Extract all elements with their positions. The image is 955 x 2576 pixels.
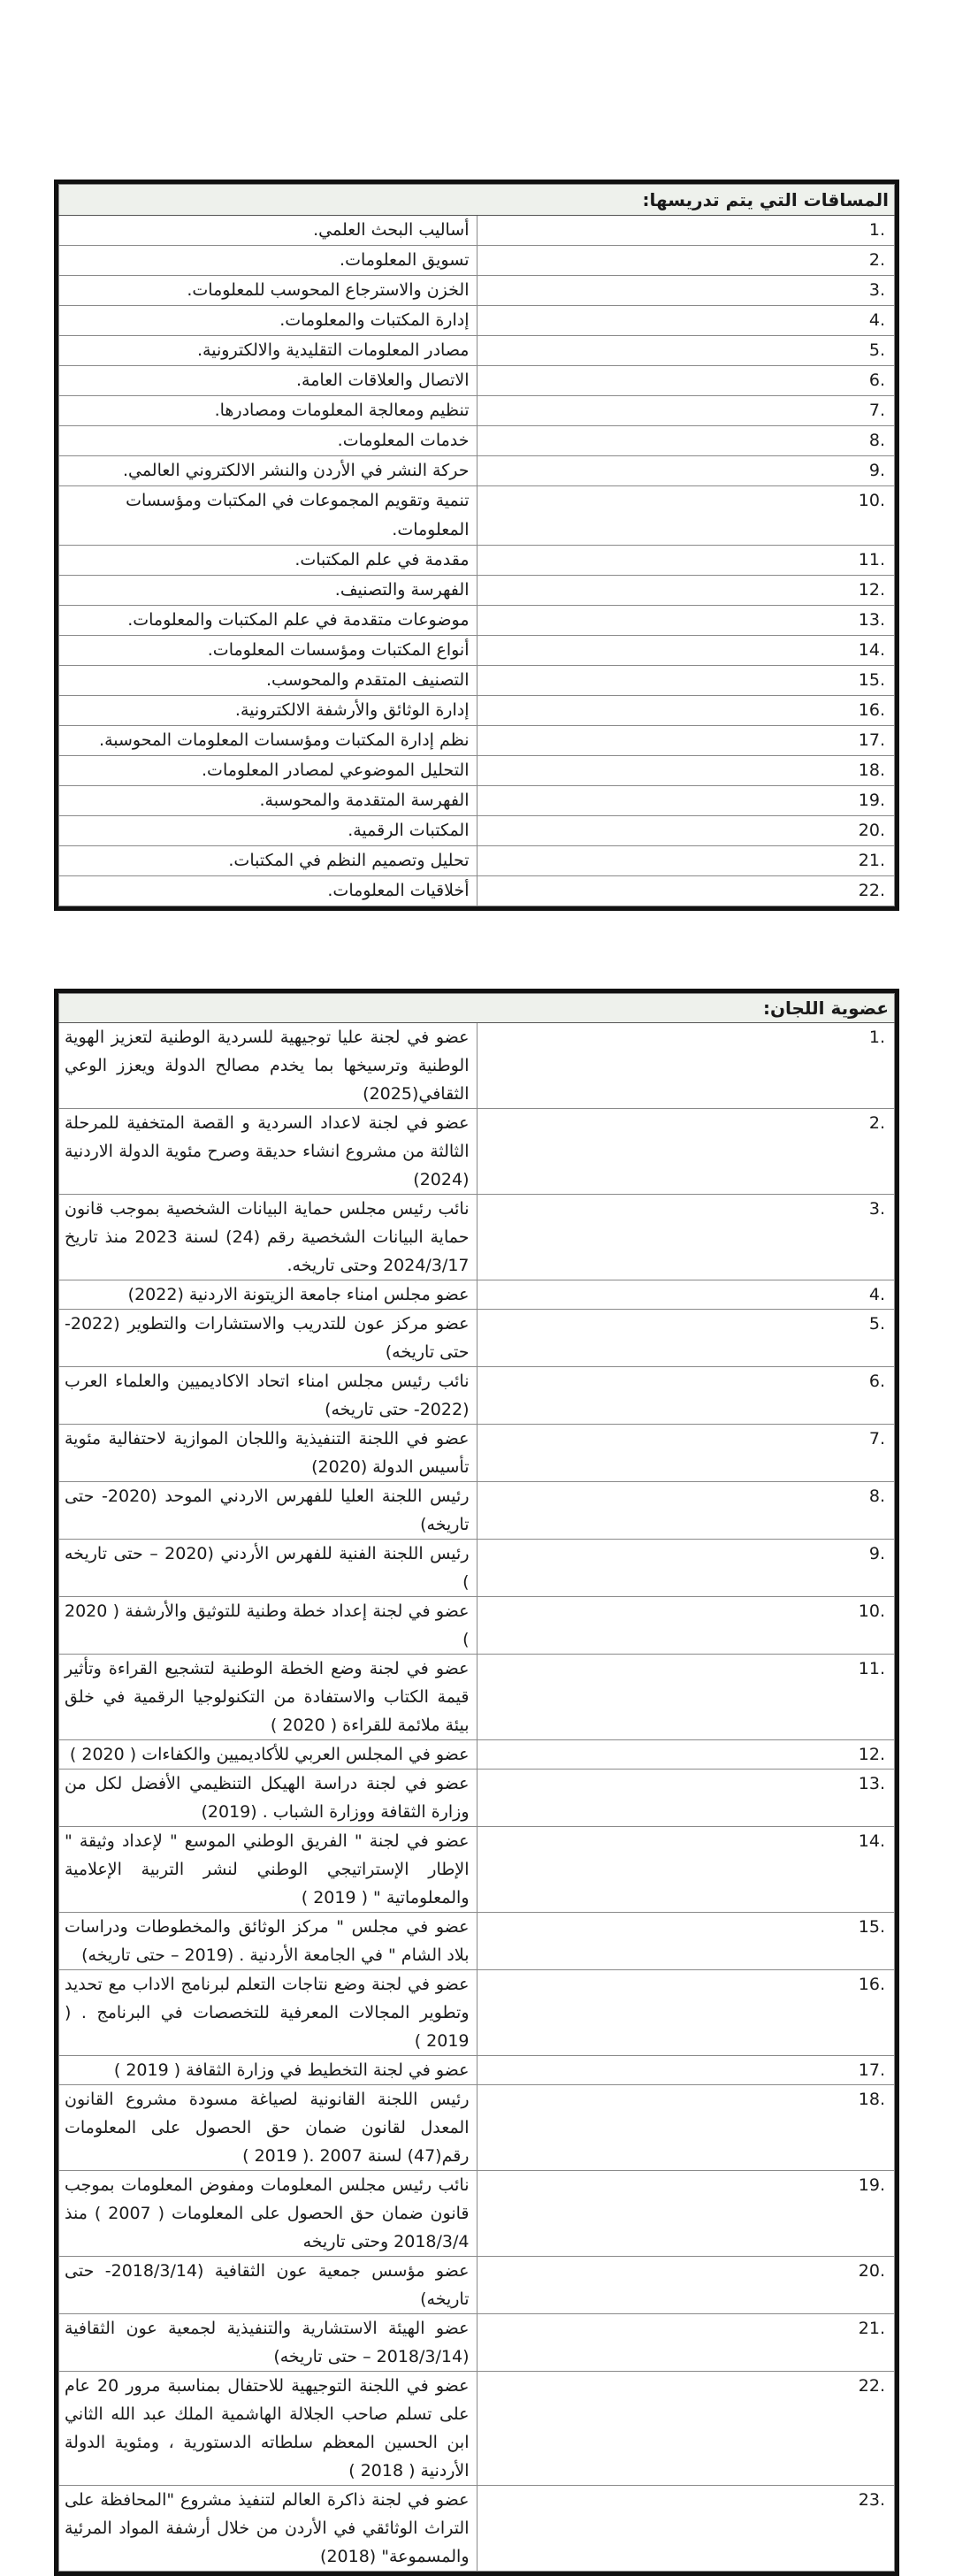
course-row: [59, 786, 895, 816]
item-number: .18: [477, 756, 895, 786]
course-row: [59, 546, 895, 576]
committee-row: [59, 2372, 895, 2486]
course-row: [59, 726, 895, 756]
item-number: .14: [477, 1827, 895, 1913]
item-text: أخلاقيات المعلومات.: [59, 876, 478, 906]
course-row: [59, 846, 895, 876]
item-number: .8: [477, 1482, 895, 1540]
item-text: عضو في لجنة " الفريق الوطني الموسع " لإعداد وثيقة " الإطار الإستراتيجي الوطني لنشر التربية الإعلامية والمعلوماتية " ( 2019 ): [59, 1827, 478, 1913]
item-number: .19: [477, 2171, 895, 2257]
committee-row: [59, 1482, 895, 1540]
item-text: نائب رئيس مجلس المعلومات ومفوض المعلومات بموجب قانون ضمان حق الحصول على المعلومات ( 2007 ) منذ 2018/3/4 وحتى تاريخه: [59, 2171, 478, 2257]
course-row: [59, 456, 895, 486]
courses-table: [54, 180, 899, 911]
item-text: عضو مؤسس جمعية عون الثقافية (2018/3/14- حتى تاريخه): [59, 2257, 478, 2314]
item-number: .22: [477, 876, 895, 906]
item-number: .18: [477, 2085, 895, 2171]
committee-row: [59, 1023, 895, 1109]
item-number: .5: [477, 336, 895, 366]
committee-row: [59, 1970, 895, 2056]
item-text: عضو في لجنة لاعداد السردية و القصة المتخفية للمرحلة الثالثة من مشروع انشاء حديقة وصرح مئوية الدولة الاردنية (2024): [59, 1109, 478, 1195]
item-text: عضو مجلس امناء جامعة الزيتونة الاردنية (2022): [59, 1280, 478, 1310]
item-number: .17: [477, 726, 895, 756]
item-number: .2: [477, 1109, 895, 1195]
item-number: .16: [477, 1970, 895, 2056]
committee-row: [59, 2056, 895, 2085]
item-text: عضو في لجنة دراسة الهيكل التنظيمي الأفضل لكل من وزارة الثقافة ووزارة الشباب . (2019): [59, 1770, 478, 1827]
courses-heading: المساقات التي يتم تدريسها:: [59, 185, 895, 216]
course-row: [59, 246, 895, 276]
item-text: نائب رئيس مجلس امناء اتحاد الاكاديميين والعلماء العرب (2022- حتى تاريخه): [59, 1367, 478, 1425]
item-text: تسويق المعلومات.: [59, 246, 478, 276]
committee-row: [59, 1367, 895, 1425]
committee-row: [59, 2085, 895, 2171]
item-number: .10: [477, 486, 895, 546]
item-number: .4: [477, 1280, 895, 1310]
item-number: .9: [477, 1540, 895, 1597]
item-number: .11: [477, 546, 895, 576]
committee-row: [59, 2257, 895, 2314]
item-number: .10: [477, 1597, 895, 1655]
course-row: [59, 486, 895, 546]
item-text: عضو في المجلس العربي للأكاديميين والكفاءات ( 2020 ): [59, 1740, 478, 1770]
item-number: .12: [477, 576, 895, 606]
item-text: عضو مركز عون للتدريب والاستشارات والتطوير (2022- حتى تاريخه): [59, 1310, 478, 1367]
item-number: .21: [477, 846, 895, 876]
course-row: [59, 426, 895, 456]
item-number: .15: [477, 1913, 895, 1970]
item-number: .13: [477, 606, 895, 636]
course-row: [59, 366, 895, 396]
item-text: إدارة المكتبات والمعلومات.: [59, 306, 478, 336]
course-row: [59, 306, 895, 336]
committee-row: [59, 1280, 895, 1310]
committee-row: [59, 1195, 895, 1280]
committee-row: [59, 2171, 895, 2257]
committee-row: [59, 1740, 895, 1770]
item-text: عضو الهيئة الاستشارية والتنفيذية لجمعية عون الثقافية (2018/3/14 – حتى تاريخه): [59, 2314, 478, 2372]
item-text: التحليل الموضوعي لمصادر المعلومات.: [59, 756, 478, 786]
item-number: .13: [477, 1770, 895, 1827]
committees-table: [54, 989, 899, 2576]
item-text: عضو في مجلس " مركز الوثائق والمخطوطات ودراسات بلاد الشام " في الجامعة الأردنية . (2019 – حتى تاريخه): [59, 1913, 478, 1970]
committee-row: [59, 1770, 895, 1827]
item-text: أساليب البحث العلمي.: [59, 216, 478, 246]
committees-list: [59, 1023, 895, 2572]
committee-row: [59, 1597, 895, 1655]
item-number: .19: [477, 786, 895, 816]
item-text: الفهرسة والتصنيف.: [59, 576, 478, 606]
item-number: .15: [477, 666, 895, 696]
item-number: .22: [477, 2372, 895, 2486]
item-number: .21: [477, 2314, 895, 2372]
item-number: .17: [477, 2056, 895, 2085]
item-text: تنظيم ومعالجة المعلومات ومصادرها.: [59, 396, 478, 426]
courses-list: [59, 216, 895, 906]
committee-row: [59, 2314, 895, 2372]
item-text: مصادر المعلومات التقليدية والالكترونية.: [59, 336, 478, 366]
course-row: [59, 876, 895, 906]
committees-grid: [58, 993, 895, 2572]
committee-row: [59, 1109, 895, 1195]
item-text: عضو في اللجنة التوجيهية للاحتفال بمناسبة مرور 20 عام على تسلم صاحب الجلالة الهاشمية الملك عبد الله الثاني ابن الحسين المعظم سلطاته الدستورية ، ومئوية الدولة الأردنية ( 2018 ): [59, 2372, 478, 2486]
item-text: نظم إدارة المكتبات ومؤسسات المعلومات المحوسبة.: [59, 726, 478, 756]
item-text: حركة النشر في الأردن والنشر الالكتروني العالمي.: [59, 456, 478, 486]
item-number: .23: [477, 2486, 895, 2572]
course-row: [59, 396, 895, 426]
item-text: تنمية وتقويم المجموعات في المكتبات ومؤسسات المعلومات.: [59, 486, 478, 546]
item-number: .6: [477, 1367, 895, 1425]
committee-row: [59, 1310, 895, 1367]
item-text: تحليل وتصميم النظم في المكتبات.: [59, 846, 478, 876]
item-number: .14: [477, 636, 895, 666]
course-row: [59, 666, 895, 696]
item-number: .4: [477, 306, 895, 336]
item-text: عضو في لجنة وضع الخطة الوطنية لتشجيع القراءة وتأثير قيمة الكتاب والاستفادة من التكنولوجيا الرقمية في خلق بيئة ملائمة للقراءة ( 2020 ): [59, 1655, 478, 1740]
item-text: عضو في لجنة ذاكرة العالم لتنفيذ مشروع "المحافظة على التراث الوثائقي في الأردن من خلال أرشفة المواد المرئية والمسموعة" (2018): [59, 2486, 478, 2572]
course-row: [59, 696, 895, 726]
committee-row: [59, 1655, 895, 1740]
committees-heading: عضوية اللجان:: [59, 994, 895, 1023]
item-number: .11: [477, 1655, 895, 1740]
item-number: .8: [477, 426, 895, 456]
committee-row: [59, 1913, 895, 1970]
item-number: .7: [477, 1425, 895, 1482]
item-text: الاتصال والعلاقات العامة.: [59, 366, 478, 396]
item-number: .2: [477, 246, 895, 276]
item-text: رئيس اللجنة الفنية للفهرس الأردني (2020 – حتى تاريخه ): [59, 1540, 478, 1597]
course-row: [59, 606, 895, 636]
item-number: .3: [477, 1195, 895, 1280]
item-number: .7: [477, 396, 895, 426]
course-row: [59, 756, 895, 786]
item-text: الفهرسة المتقدمة والمحوسبة.: [59, 786, 478, 816]
item-text: عضو في لجنة عليا توجيهية للسردية الوطنية لتعزيز الهوية الوطنية وترسيخها بما يخدم مصالح الدولة ويعزز الوعي الثقافي(2025): [59, 1023, 478, 1109]
course-row: [59, 816, 895, 846]
item-text: خدمات المعلومات.: [59, 426, 478, 456]
item-number: .12: [477, 1740, 895, 1770]
item-text: أنواع المكتبات ومؤسسات المعلومات.: [59, 636, 478, 666]
courses-heading-row: [59, 185, 895, 216]
course-row: [59, 336, 895, 366]
item-number: .20: [477, 2257, 895, 2314]
committees-heading-row: [59, 994, 895, 1023]
committee-row: [59, 1827, 895, 1913]
item-number: .3: [477, 276, 895, 306]
item-text: إدارة الوثائق والأرشفة الالكترونية.: [59, 696, 478, 726]
item-number: .5: [477, 1310, 895, 1367]
item-text: التصنيف المتقدم والمحوسب.: [59, 666, 478, 696]
course-row: [59, 276, 895, 306]
item-number: .9: [477, 456, 895, 486]
item-number: .16: [477, 696, 895, 726]
item-text: موضوعات متقدمة في علم المكتبات والمعلومات.: [59, 606, 478, 636]
courses-grid: [58, 184, 895, 906]
item-text: عضو في لجنة وضع نتاجات التعلم لبرنامج الاداب مع تحديد وتطوير المجالات المعرفية للتخصصات في البرنامج . ( 2019 ): [59, 1970, 478, 2056]
committee-row: [59, 1425, 895, 1482]
course-row: [59, 576, 895, 606]
committee-row: [59, 2486, 895, 2572]
item-text: عضو في اللجنة التنفيذية واللجان الموازية لاحتفالية مئوية تأسيس الدولة (2020): [59, 1425, 478, 1482]
item-text: رئيس اللجنة القانونية لصياغة مسودة مشروع القانون المعدل لقانون ضمان حق الحصول على المعلومات رقم(47) لسنة 2007 .( 2019 ): [59, 2085, 478, 2171]
item-text: المكتبات الرقمية.: [59, 816, 478, 846]
item-number: .1: [477, 1023, 895, 1109]
item-text: الخزن والاسترجاع المحوسب للمعلومات.: [59, 276, 478, 306]
item-number: .6: [477, 366, 895, 396]
item-text: عضو في لجنة التخطيط في وزارة الثقافة ( 2019 ): [59, 2056, 478, 2085]
committee-row: [59, 1540, 895, 1597]
item-text: مقدمة في علم المكتبات.: [59, 546, 478, 576]
item-text: عضو في لجنة إعداد خطة وطنية للتوثيق والأرشفة ( 2020 ): [59, 1597, 478, 1655]
item-number: .20: [477, 816, 895, 846]
item-text: نائب رئيس مجلس حماية البيانات الشخصية بموجب قانون حماية البيانات الشخصية رقم (24) لسنة 2023 منذ تاريخ 2024/3/17 وحتى تاريخه.: [59, 1195, 478, 1280]
item-text: رئيس اللجنة العليا للفهرس الاردني الموحد (2020- حتى تاريخه): [59, 1482, 478, 1540]
course-row: [59, 636, 895, 666]
item-number: .1: [477, 216, 895, 246]
course-row: [59, 216, 895, 246]
